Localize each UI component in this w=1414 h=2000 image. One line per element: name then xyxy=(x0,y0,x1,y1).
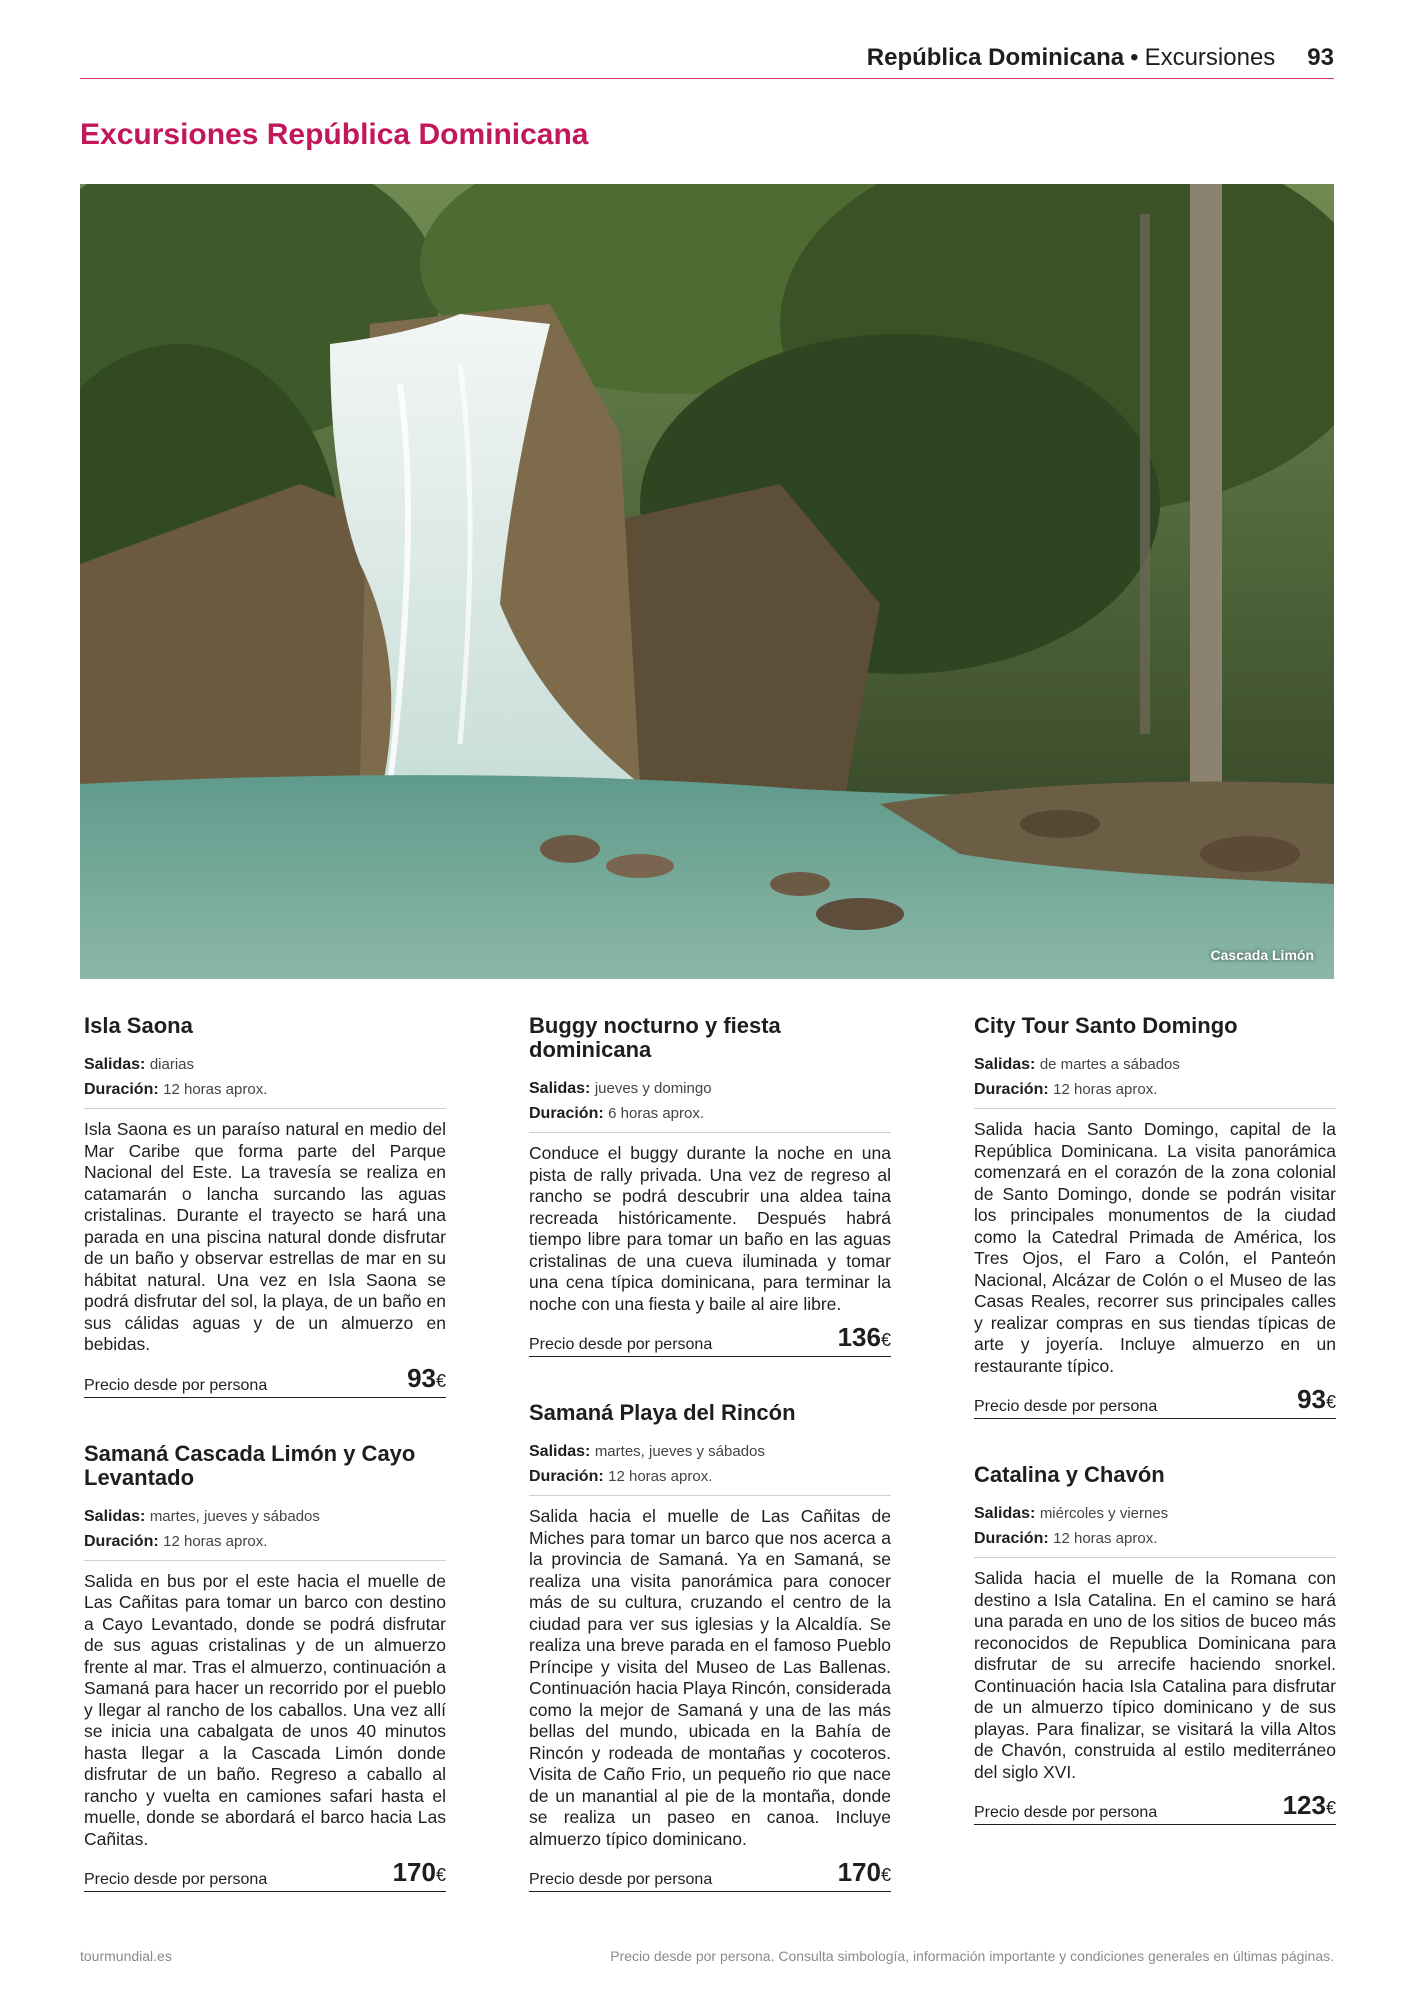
duracion-value: 12 horas aprox. xyxy=(163,1081,268,1098)
duracion-label: Duración: xyxy=(84,1532,159,1550)
salidas-label: Salidas: xyxy=(529,1080,591,1097)
excursion-meta xyxy=(529,1439,891,1496)
page-number: 93 xyxy=(1307,44,1334,71)
currency-symbol: € xyxy=(1325,1798,1336,1818)
excursion-meta xyxy=(974,1052,1336,1109)
price-row xyxy=(974,1791,1336,1825)
column-right xyxy=(974,1014,1336,1869)
duracion-value: 12 horas aprox. xyxy=(608,1468,713,1485)
excursion-description: Salida hacia el muelle de Las Cañitas de Miches para tomar un barco que nos acerca a la provincia de Samaná. Ya en Samaná, se realiza una visita panorámica para conocer más de su cultura, cruzando el centro de la ciudad para ver sus iglesias y la Alcaldía. Se realiza una breve parada en el famoso Pueblo Príncipe y visita del Museo de Las Ballenas. Continuación hacia Playa Rincón, considerada como la mejor de Samaná y una de las más bellas del mundo, ubicada en la Bahía de Rincón y rodeada de montañas y cocoteros. Visita de Caño Frio, un pequeño rio que nace de un manantial al pie de la montaña, donde se realiza un paseo en canoa. Incluye almuerzo típico dominicano. xyxy=(529,1506,891,1849)
excursion-title: Samaná Playa del Rincón xyxy=(529,1400,796,1425)
currency-symbol: € xyxy=(435,1865,446,1885)
currency-symbol: € xyxy=(880,1330,891,1350)
column-left xyxy=(84,1014,446,1936)
excursion-samana-cascada-limon xyxy=(84,1442,446,1893)
duracion-value: 12 horas aprox. xyxy=(1053,1081,1158,1098)
price-value: 170 xyxy=(392,1857,436,1887)
excursion-description: Salida hacia el muelle de la Romana con destino a Isla Catalina. En el camino se hará una parada en uno de los sitios de buceo más reconocidos de Republica Dominicana para disfrutar de su arrecife haciendo snorkel. Continuación hacia Isla Catalina para disfrutar de un almuerzo típico dominicano y de sus playas. Para finalizar, se visitará la villa Altos de Chavón, construida al estilo mediterráneo del siglo XVI. xyxy=(974,1568,1336,1782)
price-row xyxy=(529,1323,891,1357)
excursion-buggy-nocturno xyxy=(529,1014,891,1357)
salidas-value: jueves y domingo xyxy=(594,1080,712,1097)
duracion-label: Duración: xyxy=(974,1530,1049,1547)
excursion-title: Catalina y Chavón xyxy=(974,1462,1165,1487)
price-label: Precio desde por persona xyxy=(529,1336,713,1353)
price-label: Precio desde por persona xyxy=(84,1871,268,1888)
price-value: 93 xyxy=(407,1362,436,1393)
duracion-label: Duración: xyxy=(974,1081,1049,1098)
duracion-value: 6 horas aprox. xyxy=(608,1105,705,1122)
price-label: Precio desde por persona xyxy=(974,1804,1158,1821)
header-separator: • xyxy=(1130,44,1139,71)
price-amount xyxy=(407,1364,446,1395)
salidas-value: de martes a sábados xyxy=(1039,1056,1180,1073)
excursion-description: Conduce el buggy durante la noche en una pista de rally privada. Una vez de regreso al rancho se podrá descubrir una aldea taina recreada históricamente. Después habrá tiempo libre para tomar un baño en las aguas cristalinas de una cueva iluminada y tomar una cena típica dominicana, para terminar la noche con una fiesta y baile al aire libre. xyxy=(529,1143,891,1314)
salidas-value: martes, jueves y sábados xyxy=(149,1507,320,1525)
price-row xyxy=(84,1858,446,1892)
excursion-description: Salida hacia Santo Domingo, capital de la República Dominicana. La visita panorámica comenzará en el corazón de la zona colonial de Santo Domingo, donde se podrán visitar los principales monumentos de la ciudad como la Catedral Primada de América, los Tres Ojos, el Faro a Colón, el Panteón Nacional, Alcázar de Colón o el Museo de las Casas Reales, recorrer sus principales calles y realizar compras en sus tiendas típicas de arte y joyería. Incluye almuerzo en un restaurante típico. xyxy=(974,1119,1336,1376)
duracion-label: Duración: xyxy=(84,1081,159,1098)
excursion-description: Salida en bus por el este hacia el muelle de Las Cañitas para tomar un barco con destino a Cayo Levantado, donde se podrá disfrutar de sus aguas cristalinas y de un almuerzo frente al mar. Tras el almuerzo, continuación a Samaná para hacer un recorrido por el pueblo y llegar al rancho de los caballos. Una vez allí se inicia una cabalgata de unos 40 minutos hasta llegar a la Cascada Limón donde disfrutar de un baño. Regreso a caballo al rancho y vuelta en camiones safari hasta el muelle, donde se abordará el barco hacia Las Cañitas. xyxy=(84,1570,446,1849)
price-value: 136 xyxy=(837,1322,881,1352)
page-footer xyxy=(80,1948,1334,1964)
excursion-meta xyxy=(84,1052,446,1109)
salidas-value: miércoles y viernes xyxy=(1039,1505,1169,1522)
excursion-meta xyxy=(84,1504,446,1561)
photo-caption: Cascada Limón xyxy=(1210,947,1314,963)
salidas-label: Salidas: xyxy=(974,1056,1036,1073)
duracion-label: Duración: xyxy=(529,1105,604,1122)
excursion-title: Samaná Cascada Limón y Cayo Levantado xyxy=(84,1440,416,1490)
excursion-catalina-chavon xyxy=(974,1463,1336,1825)
excursion-samana-playa-rincon xyxy=(529,1401,891,1892)
column-middle xyxy=(529,1014,891,1936)
excursion-title: City Tour Santo Domingo xyxy=(974,1013,1238,1038)
price-amount xyxy=(393,1858,446,1889)
duracion-value: 12 horas aprox. xyxy=(1053,1530,1158,1547)
price-amount xyxy=(1297,1385,1336,1416)
excursion-title: Isla Saona xyxy=(84,1013,193,1038)
waterfall-illustration xyxy=(80,184,1334,979)
price-label: Precio desde por persona xyxy=(84,1376,268,1394)
salidas-value: diarias xyxy=(149,1056,194,1073)
excursion-city-tour-santo-domingo xyxy=(974,1014,1336,1419)
header-country: República Dominicana xyxy=(866,44,1125,71)
excursion-title: Buggy nocturno y fiesta dominicana xyxy=(529,1013,781,1062)
salidas-label: Salidas: xyxy=(84,1056,146,1073)
salidas-label: Salidas: xyxy=(529,1443,591,1460)
header-section: Excursiones xyxy=(1144,44,1276,71)
currency-symbol: € xyxy=(1325,1392,1336,1412)
excursion-meta xyxy=(529,1076,891,1133)
price-amount xyxy=(838,1323,891,1354)
page-title: Excursiones República Dominicana xyxy=(80,118,589,151)
duracion-value: 12 horas aprox. xyxy=(163,1532,268,1550)
price-label: Precio desde por persona xyxy=(529,1871,713,1888)
waterfall-photo xyxy=(80,184,1334,979)
price-row xyxy=(84,1364,446,1398)
salidas-label: Salidas: xyxy=(84,1507,146,1525)
price-row xyxy=(974,1385,1336,1419)
footer-site-link[interactable]: tourmundial.es xyxy=(80,1948,172,1964)
duracion-label: Duración: xyxy=(529,1468,604,1485)
excursion-description: Isla Saona es un paraíso natural en medio del Mar Caribe que forma parte del Parque Nacional del Este. La travesía se realiza en catamarán o lancha surcando las aguas cristalinas. Durante el trayecto se hará una parada en una piscina natural donde disfrutar de un baño y observar estrellas de mar en su hábitat natural. Una vez en Isla Saona se podrá disfrutar del sol, la playa, de un baño en sus cálidas aguas y de un almuerzo en bebidas. xyxy=(84,1119,446,1354)
price-value: 123 xyxy=(1282,1790,1326,1820)
price-value: 93 xyxy=(1297,1384,1326,1414)
price-amount xyxy=(1283,1791,1336,1822)
currency-symbol: € xyxy=(880,1865,891,1885)
salidas-value: martes, jueves y sábados xyxy=(594,1443,765,1460)
footer-note: Precio desde por persona. Consulta simbología, información importante y condiciones generales en últimas páginas. xyxy=(610,1948,1334,1964)
excursion-isla-saona xyxy=(84,1014,446,1398)
excursion-meta xyxy=(974,1501,1336,1558)
price-value: 170 xyxy=(837,1857,881,1887)
price-row xyxy=(529,1858,891,1892)
price-amount xyxy=(838,1858,891,1889)
salidas-label: Salidas: xyxy=(974,1505,1036,1522)
price-label: Precio desde por persona xyxy=(974,1398,1158,1415)
page-header xyxy=(80,44,1334,79)
currency-symbol: € xyxy=(435,1370,446,1391)
